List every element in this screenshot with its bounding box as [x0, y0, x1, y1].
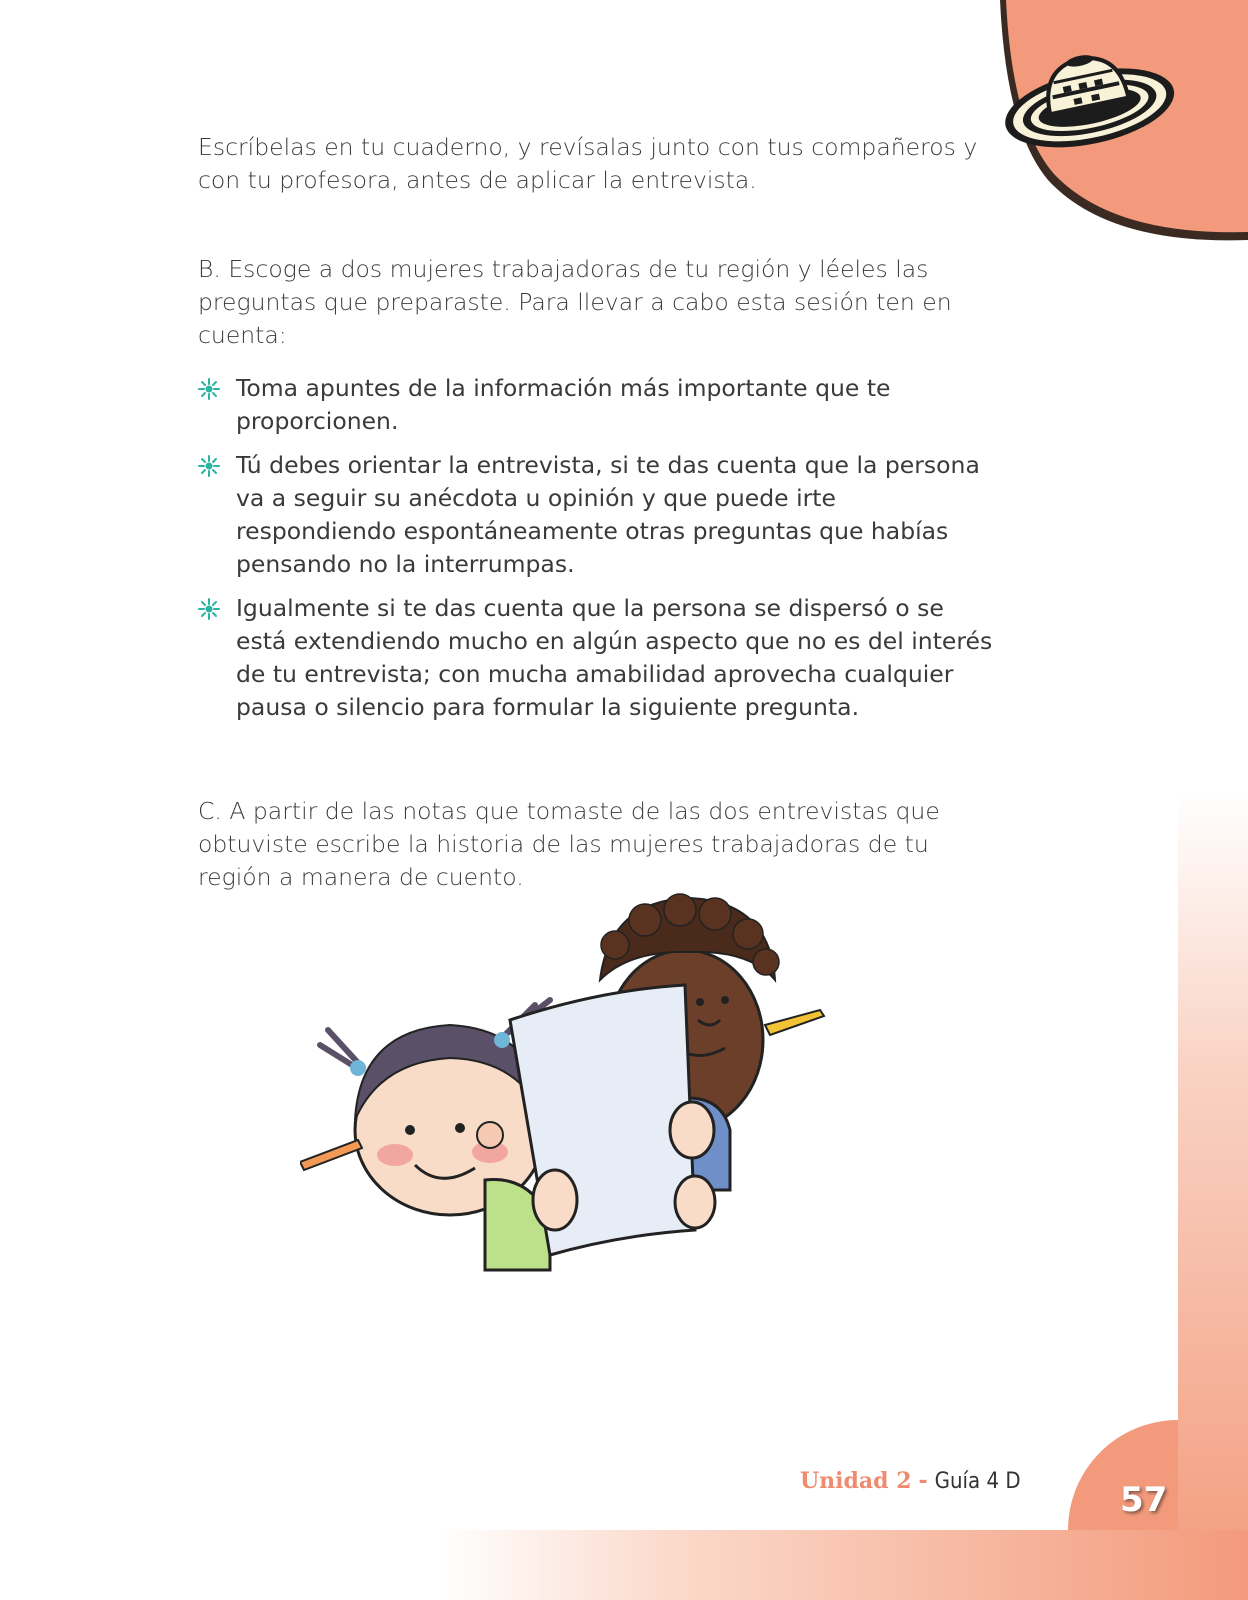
- instruction-c: C. A partir de las notas que tomaste de las dos entrevistas que obtuviste escribe la historia de las mujeres trabajadoras de tu región a manera de cuento.: [198, 797, 940, 891]
- sun-bullet-icon: [198, 455, 220, 477]
- footer: [800, 1468, 1100, 1494]
- sun-bullet-icon: [198, 378, 220, 400]
- list-item: [198, 372, 998, 438]
- list-item: [198, 449, 998, 581]
- footer-separator: -: [918, 1469, 928, 1494]
- children-reading-illustration: [300, 890, 840, 1280]
- tips-list: [198, 372, 998, 735]
- bottom-decorative-band: [440, 1530, 1248, 1600]
- bullet-text: Toma apuntes de la información más importante que te proporcionen.: [236, 374, 891, 435]
- guide-label: Guía 4 D: [934, 1469, 1021, 1494]
- page-number: 57: [1120, 1480, 1168, 1520]
- instruction-b: B. Escoge a dos mujeres trabajadoras de tu región y léeles las preguntas que preparaste. Para llevar a cabo esta sesión ten en cuenta:: [198, 255, 952, 349]
- bullet-text: Tú debes orientar la entrevista, si te das cuenta que la persona va a seguir su anécdota u opinión y que puede irte respondiendo espontáneamente otras preguntas que habías pensando no la interrumpas.: [236, 451, 980, 578]
- bullet-text: Igualmente si te das cuenta que la persona se dispersó o se está extendiendo mucho en algún aspecto que no es del interés de tu entrevista; con mucha amabilidad aprovecha cualquier pausa o silencio para formular la siguiente pregunta.: [236, 594, 993, 721]
- list-item: [198, 592, 998, 724]
- intro-paragraph: Escríbelas en tu cuaderno, y revísalas junto con tus compañeros y con tu profesora, antes de aplicar la entrevista.: [198, 133, 978, 194]
- unit-label: Unidad 2: [800, 1468, 912, 1494]
- right-decorative-band: [1178, 790, 1248, 1600]
- corner-decoration: [988, 0, 1248, 250]
- sun-bullet-icon: [198, 598, 220, 620]
